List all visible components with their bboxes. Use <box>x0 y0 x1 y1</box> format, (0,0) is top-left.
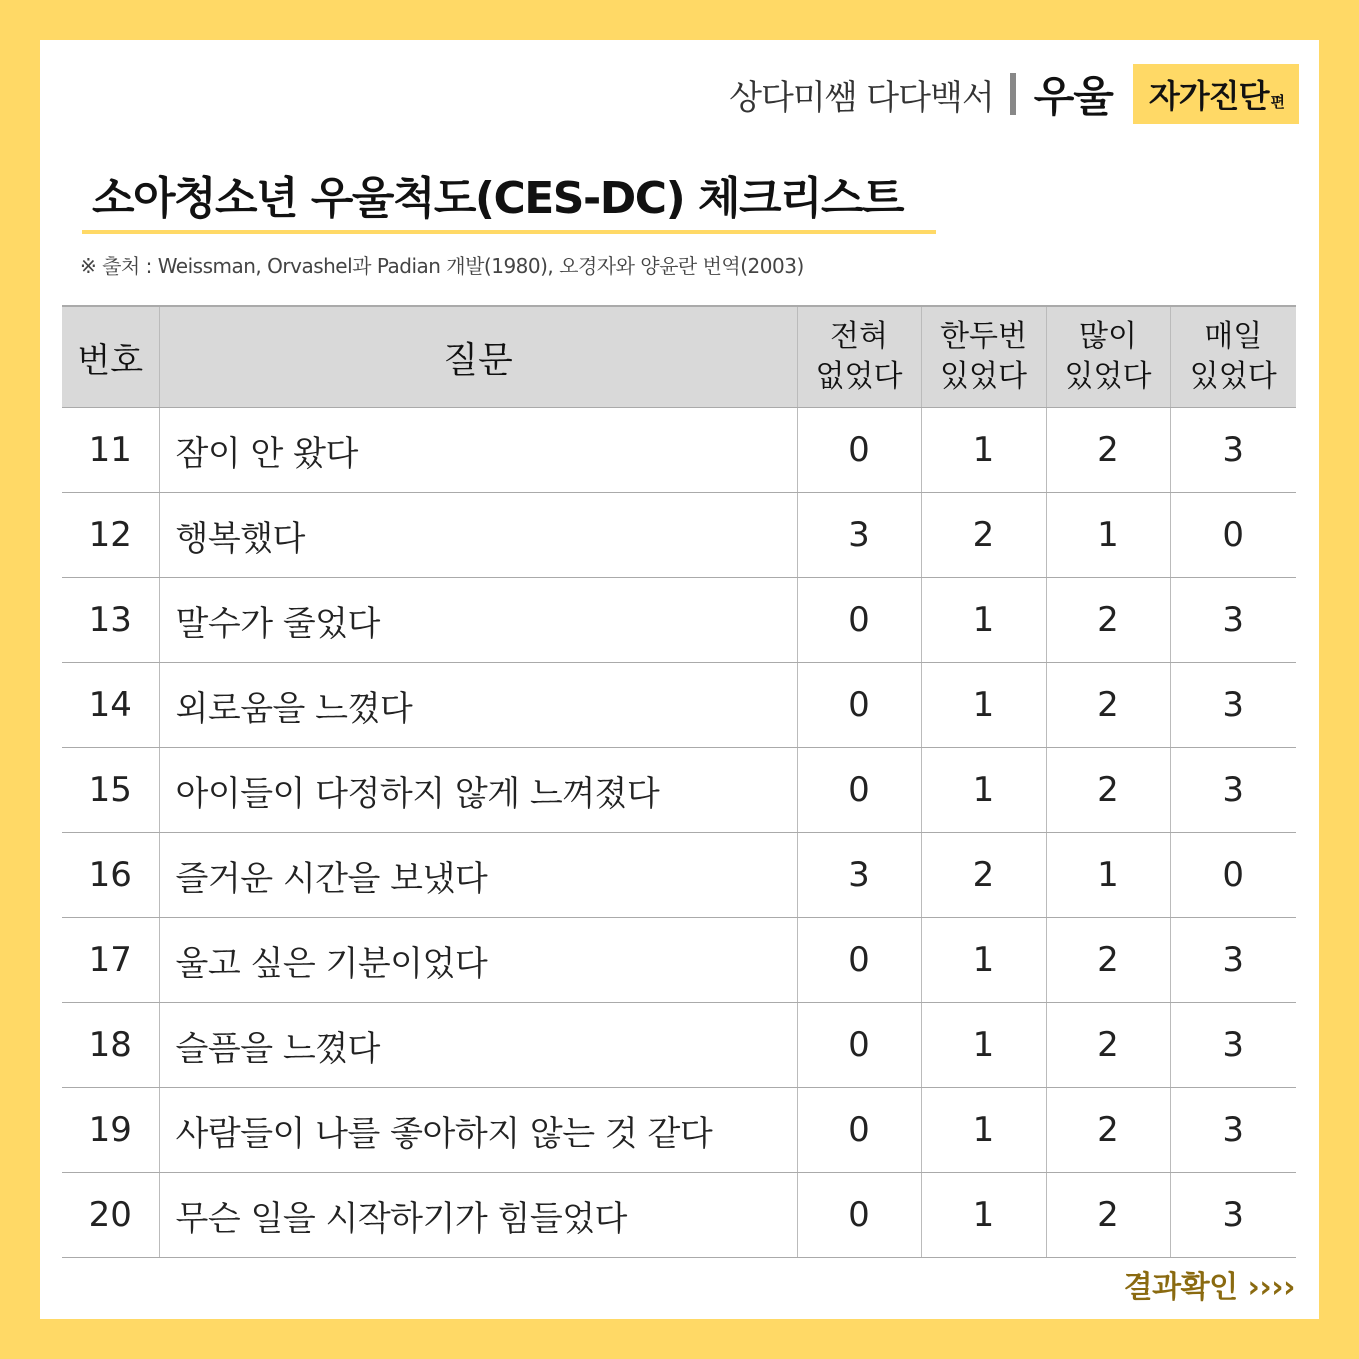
score-once[interactable]: 1 <box>921 663 1046 748</box>
row-number: 11 <box>62 408 159 493</box>
score-daily[interactable]: 3 <box>1170 408 1296 493</box>
header-option-line: 있었다 <box>940 359 1027 394</box>
score-once[interactable]: 2 <box>921 833 1046 918</box>
row-question: 아이들이 다정하지 않게 느껴졌다 <box>159 748 797 833</box>
row-question: 행복했다 <box>159 493 797 578</box>
row-question: 사람들이 나를 좋아하지 않는 것 같다 <box>159 1088 797 1173</box>
score-often[interactable]: 2 <box>1046 748 1170 833</box>
score-often[interactable]: 2 <box>1046 1088 1170 1173</box>
score-once[interactable]: 1 <box>921 918 1046 1003</box>
table-row <box>62 663 1296 748</box>
topic-text: 우울 <box>1033 72 1113 121</box>
table-row <box>62 918 1296 1003</box>
row-number: 19 <box>62 1088 159 1173</box>
score-often[interactable]: 2 <box>1046 1173 1170 1258</box>
score-once[interactable]: 1 <box>921 748 1046 833</box>
score-daily[interactable]: 3 <box>1170 1173 1296 1258</box>
row-number: 17 <box>62 918 159 1003</box>
header-option-line: 많이 <box>1079 319 1137 354</box>
score-often[interactable]: 1 <box>1046 493 1170 578</box>
score-never[interactable]: 0 <box>797 918 921 1003</box>
score-daily[interactable]: 0 <box>1170 493 1296 578</box>
header-question: 질문 <box>159 306 797 408</box>
row-number: 13 <box>62 578 159 663</box>
badge-sub-text: 편 <box>1270 93 1285 111</box>
row-question: 외로움을 느꼈다 <box>159 663 797 748</box>
header-option-often <box>1046 306 1170 408</box>
header-option-daily <box>1170 306 1296 408</box>
row-question: 잠이 안 왔다 <box>159 408 797 493</box>
brand-text: 상다미쌤 다다백서 <box>729 77 994 118</box>
table-row <box>62 833 1296 918</box>
score-once[interactable]: 1 <box>921 1003 1046 1088</box>
table-row <box>62 578 1296 663</box>
score-once[interactable]: 1 <box>921 578 1046 663</box>
header-divider <box>1010 73 1016 115</box>
score-never[interactable]: 3 <box>797 833 921 918</box>
header-option-line: 한두번 <box>940 319 1027 354</box>
score-often[interactable]: 2 <box>1046 663 1170 748</box>
row-number: 12 <box>62 493 159 578</box>
row-question: 슬픔을 느꼈다 <box>159 1003 797 1088</box>
header-option-never <box>797 306 921 408</box>
row-number: 15 <box>62 748 159 833</box>
score-often[interactable]: 2 <box>1046 578 1170 663</box>
score-daily[interactable]: 3 <box>1170 663 1296 748</box>
self-test-badge <box>1133 64 1299 124</box>
score-often[interactable]: 2 <box>1046 408 1170 493</box>
row-question: 즐거운 시간을 보냈다 <box>159 833 797 918</box>
header-option-line: 있었다 <box>1189 359 1277 394</box>
title-underline <box>82 230 936 234</box>
score-once[interactable]: 2 <box>921 493 1046 578</box>
header-option-once <box>921 306 1046 408</box>
score-never[interactable]: 0 <box>797 663 921 748</box>
check-result-link[interactable]: 결과확인 ›››› <box>1123 1270 1295 1305</box>
score-daily[interactable]: 3 <box>1170 578 1296 663</box>
header-option-line: 없었다 <box>815 359 903 394</box>
source-note: ※ 출처 : Weissman, Orvashel과 Padian 개발(1980), 오경자와 양윤란 번역(2003) <box>80 254 804 278</box>
table-row <box>62 1003 1296 1088</box>
row-number: 20 <box>62 1173 159 1258</box>
score-never[interactable]: 0 <box>797 1173 921 1258</box>
badge-main-text: 자가진단 <box>1148 77 1269 115</box>
score-daily[interactable]: 0 <box>1170 833 1296 918</box>
table-row <box>62 1173 1296 1258</box>
table-row <box>62 1088 1296 1173</box>
table-row <box>62 493 1296 578</box>
score-often[interactable]: 2 <box>1046 1003 1170 1088</box>
header-option-line: 전혀 <box>830 319 888 354</box>
header-option-line: 매일 <box>1204 319 1263 354</box>
score-once[interactable]: 1 <box>921 1173 1046 1258</box>
score-never[interactable]: 0 <box>797 408 921 493</box>
score-often[interactable]: 1 <box>1046 833 1170 918</box>
score-daily[interactable]: 3 <box>1170 1088 1296 1173</box>
score-once[interactable]: 1 <box>921 1088 1046 1173</box>
row-number: 14 <box>62 663 159 748</box>
score-never[interactable]: 0 <box>797 748 921 833</box>
checklist-table <box>62 305 1296 1258</box>
score-never[interactable]: 0 <box>797 1088 921 1173</box>
score-daily[interactable]: 3 <box>1170 748 1296 833</box>
header <box>729 64 1299 124</box>
table-row <box>62 408 1296 493</box>
table-header-row <box>62 306 1296 408</box>
row-question: 무슨 일을 시작하기가 힘들었다 <box>159 1173 797 1258</box>
header-option-line: 있었다 <box>1064 359 1152 394</box>
header-number: 번호 <box>62 306 159 408</box>
score-often[interactable]: 2 <box>1046 918 1170 1003</box>
score-never[interactable]: 0 <box>797 1003 921 1088</box>
card <box>40 40 1319 1319</box>
score-daily[interactable]: 3 <box>1170 918 1296 1003</box>
row-number: 16 <box>62 833 159 918</box>
score-once[interactable]: 1 <box>921 408 1046 493</box>
score-never[interactable]: 3 <box>797 493 921 578</box>
score-never[interactable]: 0 <box>797 578 921 663</box>
table-row <box>62 748 1296 833</box>
row-number: 18 <box>62 1003 159 1088</box>
page-title: 소아청소년 우울척도(CES-DC) 체크리스트 <box>92 173 904 224</box>
row-question: 말수가 줄었다 <box>159 578 797 663</box>
row-question: 울고 싶은 기분이었다 <box>159 918 797 1003</box>
score-daily[interactable]: 3 <box>1170 1003 1296 1088</box>
